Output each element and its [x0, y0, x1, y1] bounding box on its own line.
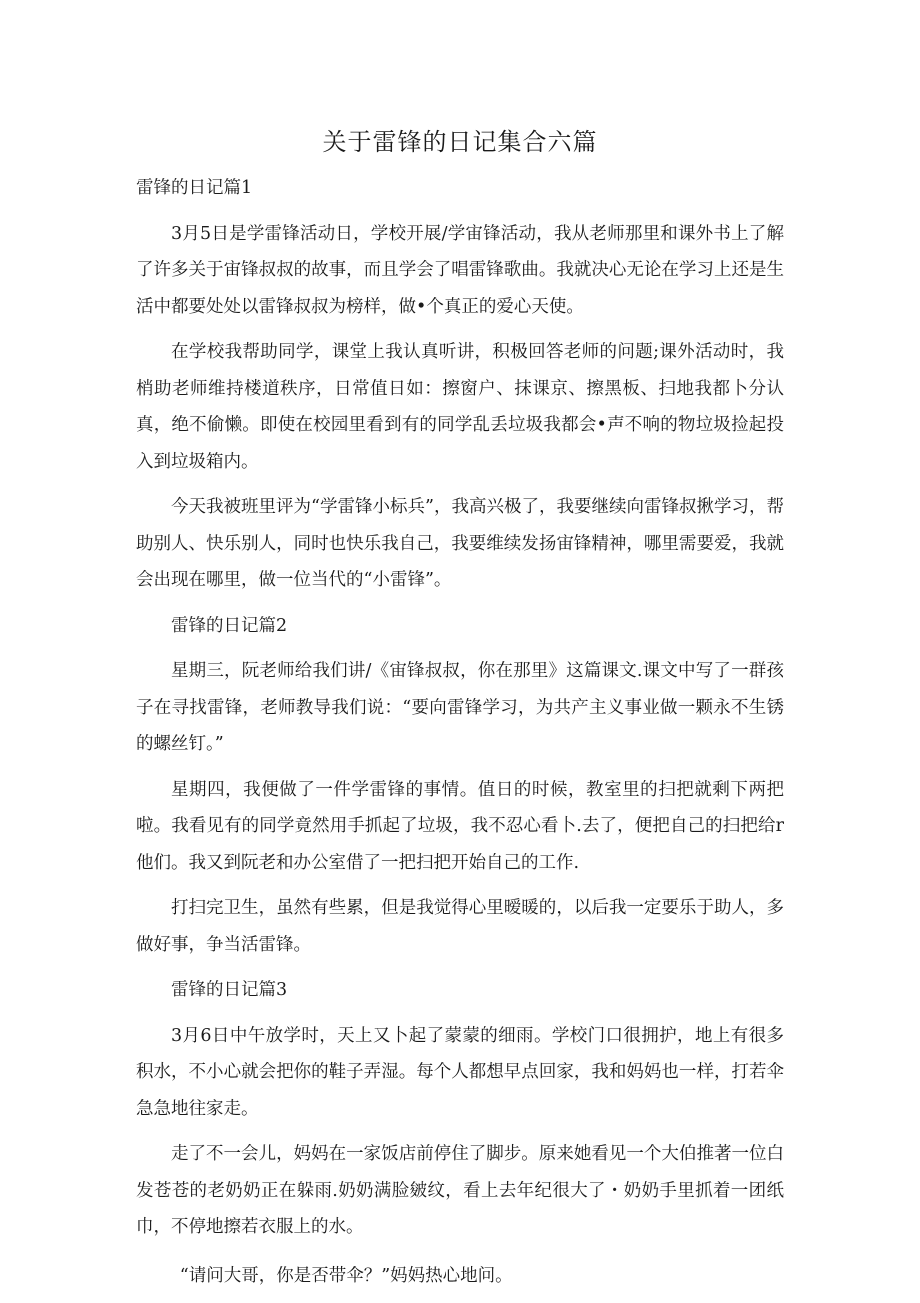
paragraph: 打扫完卫生，虽然有些累，但是我觉得心里暧暖的，以后我一定要乐于助人，多做好事，争当活雷锋。 [136, 898, 784, 955]
paragraph: 在学校我帮助同学，课堂上我认真听讲，积极回答老师的问题;课外活动时，我梢助老师维持楼道秩序，日常值日如：擦窗户、抹课京、擦黑板、扫地我都卜分认真，绝不偷懒。即使在校园里看到有的同学乱丢垃圾我都会•声不响的物垃圾捡起投入到垃圾箱内。 [136, 342, 784, 472]
section-heading-3: 雷锋的日记篇3 [171, 980, 288, 1000]
section-heading-2: 雷锋的日记篇2 [171, 615, 288, 636]
document-body [136, 170, 784, 1303]
quote-paragraph: “请问大哥，你是否带伞？”妈妈热心地问。 [179, 1265, 513, 1286]
paragraph: 走了不一会儿，妈妈在一家饭店前停住了脚步。原来她看见一个大伯推著一位白发苍苍的老奶奶正在躲雨.奶奶满脸皴纹，看上去年纪很大了・奶奶手里抓着一团纸巾，不停地擦若衣服上的水。 [136, 1144, 784, 1237]
paragraph: 3月6日中午放学时，天上又卜起了蒙蒙的细雨。学校门口很拥护，地上有很多积水，不小心就会把你的鞋子弄湿。每个人都想早点回家，我和妈妈也一样，打若伞急急地往家走。 [136, 1025, 784, 1119]
paragraph: 今天我被班里评为“学雷锋小标兵”，我高兴极了，我要继续向雷锋叔揪学习，帮助别人、快乐别人，同时也快乐我自己，我要维续发扬宙锋精神，哪里需要爱，我就会出现在哪里，做一位当代的“小雷锋”。 [136, 497, 784, 590]
section-heading-1: 雷锋的日记篇1 [136, 178, 253, 198]
paragraph: 3月5日是学雷锋活动日，学校开展/学宙锋活动，我从老师那里和课外书上了解了许多关于宙锋叔叔的故事，而且学会了唱雷锋歌曲。我就决心无论在学习上还是生活中都要处处以雷锋叔叔为榜样，做•个真正的爱心天使。 [136, 223, 784, 317]
paragraph: 星期四，我便做了一件学雷锋的事情。值日的时候，教室里的扫把就剩下两把啦。我看见有的同学竟然用手抓起了垃圾，我不忍心看卜.去了，便把自己的扫把给r他们。我又到阮老和办公室借了一把扫把开始自己的工作. [136, 779, 784, 873]
document-title: 关于雷锋的日记集合六篇 [322, 128, 598, 156]
paragraph: 星期三，阮老师给我们讲/《宙锋叔叔，你在那里》这篇课文.课文中写了一群孩子在寻找雷锋，老师教导我们说：“要向雷锋学习，为共产主义事业做一颗永不生锈的螺丝钉。” [136, 661, 784, 754]
